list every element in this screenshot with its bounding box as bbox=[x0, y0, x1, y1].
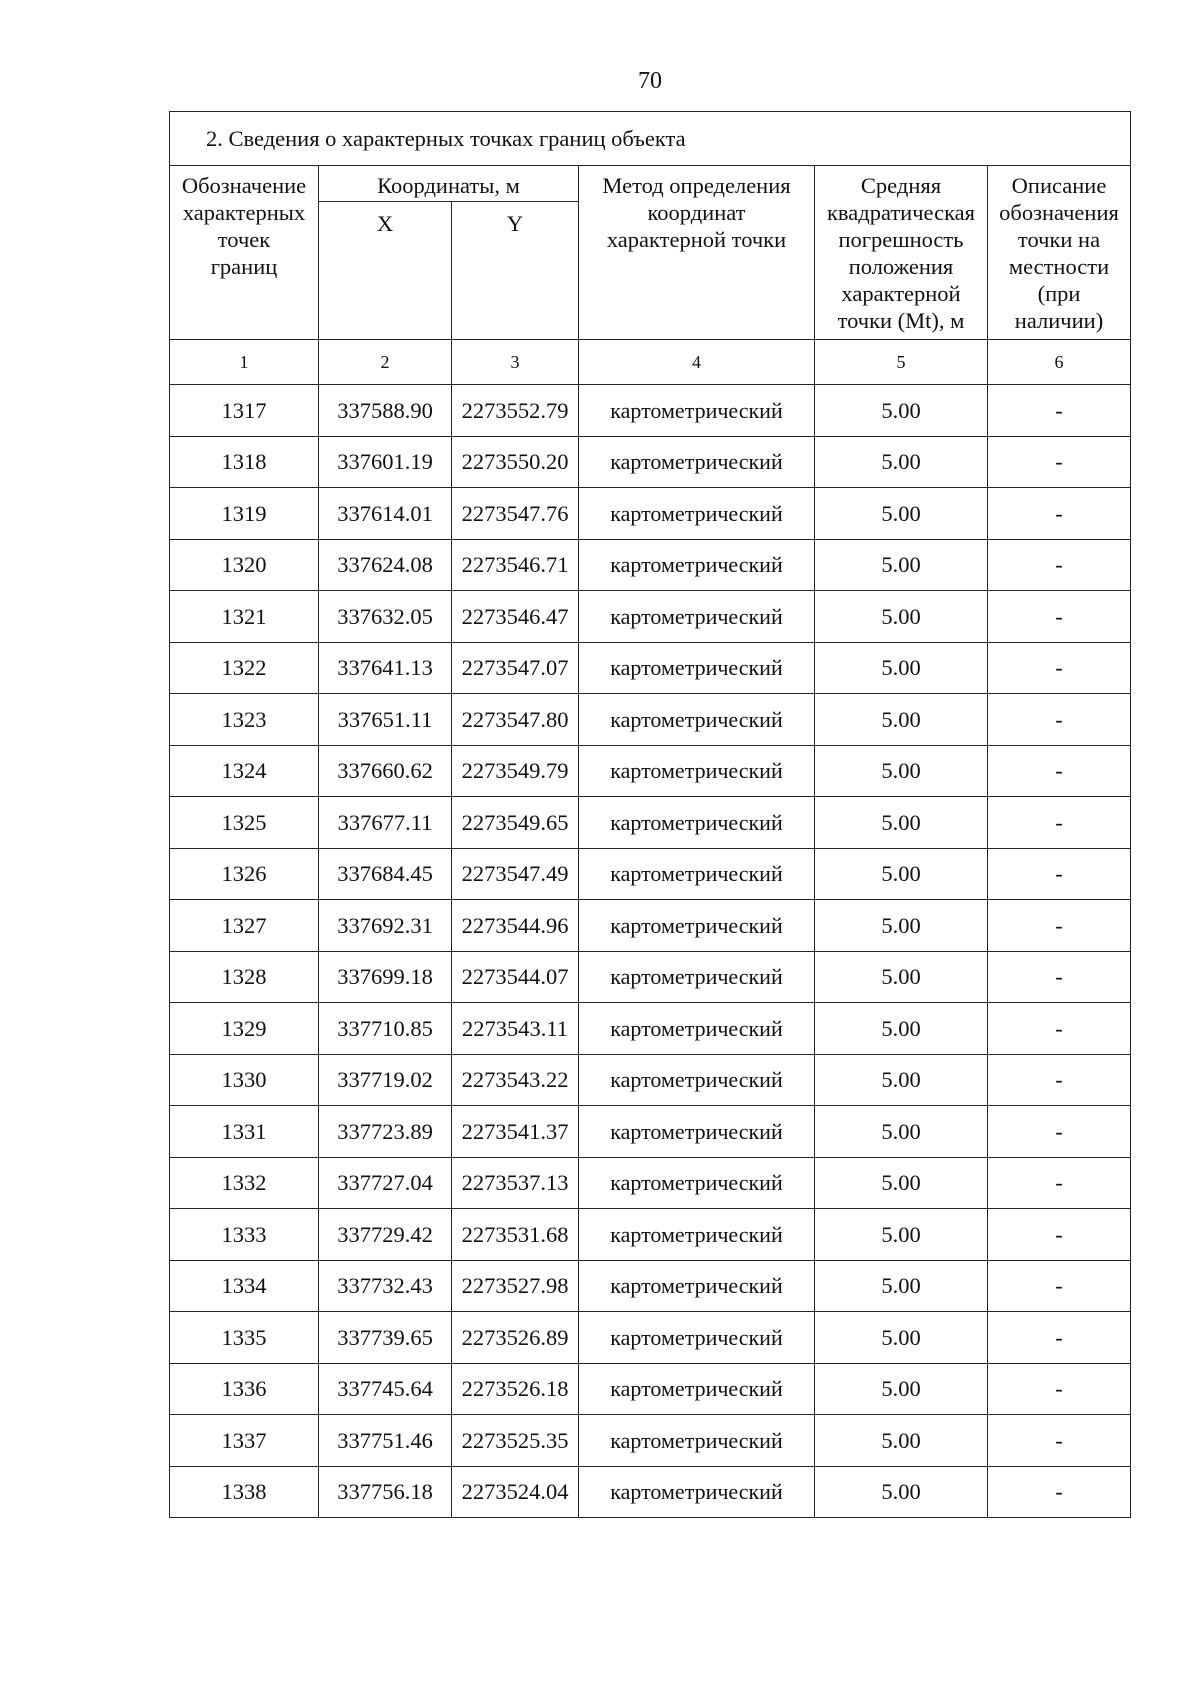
cell-point: 1319 bbox=[170, 488, 319, 540]
cell-error: 5.00 bbox=[815, 642, 988, 694]
cell-error: 5.00 bbox=[815, 1157, 988, 1209]
cell-method: картометрический bbox=[579, 745, 815, 797]
cell-error: 5.00 bbox=[815, 797, 988, 849]
cell-y: 2273544.96 bbox=[452, 900, 579, 952]
cell-description: - bbox=[988, 436, 1131, 488]
cell-method: картометрический bbox=[579, 1312, 815, 1364]
cell-x: 337745.64 bbox=[319, 1363, 452, 1415]
cell-point: 1326 bbox=[170, 848, 319, 900]
cell-method: картометрический bbox=[579, 848, 815, 900]
table-row bbox=[170, 1415, 1131, 1467]
cell-method: картометрический bbox=[579, 1363, 815, 1415]
table-row bbox=[170, 1312, 1131, 1364]
header-y: Y bbox=[452, 202, 579, 340]
cell-x: 337756.18 bbox=[319, 1466, 452, 1518]
column-number: 1 bbox=[170, 340, 319, 385]
cell-y: 2273549.65 bbox=[452, 797, 579, 849]
cell-x: 337729.42 bbox=[319, 1209, 452, 1261]
cell-y: 2273525.35 bbox=[452, 1415, 579, 1467]
cell-point: 1324 bbox=[170, 745, 319, 797]
cell-point: 1330 bbox=[170, 1054, 319, 1106]
table-row bbox=[170, 642, 1131, 694]
cell-description: - bbox=[988, 1106, 1131, 1158]
cell-description: - bbox=[988, 797, 1131, 849]
cell-y: 2273552.79 bbox=[452, 385, 579, 437]
cell-point: 1327 bbox=[170, 900, 319, 952]
table-row bbox=[170, 539, 1131, 591]
table-row bbox=[170, 848, 1131, 900]
table-row bbox=[170, 900, 1131, 952]
cell-error: 5.00 bbox=[815, 1312, 988, 1364]
cell-x: 337641.13 bbox=[319, 642, 452, 694]
cell-method: картометрический bbox=[579, 951, 815, 1003]
cell-description: - bbox=[988, 1312, 1131, 1364]
cell-point: 1335 bbox=[170, 1312, 319, 1364]
cell-error: 5.00 bbox=[815, 1363, 988, 1415]
cell-method: картометрический bbox=[579, 1054, 815, 1106]
cell-description: - bbox=[988, 1363, 1131, 1415]
header-method: Метод определения координат характерной точки bbox=[579, 166, 815, 340]
cell-x: 337601.19 bbox=[319, 436, 452, 488]
cell-x: 337739.65 bbox=[319, 1312, 452, 1364]
section-title-row bbox=[170, 112, 1131, 166]
cell-y: 2273526.89 bbox=[452, 1312, 579, 1364]
column-number: 6 bbox=[988, 340, 1131, 385]
cell-point: 1323 bbox=[170, 694, 319, 746]
column-numbers-row bbox=[170, 340, 1131, 385]
cell-x: 337624.08 bbox=[319, 539, 452, 591]
column-number: 2 bbox=[319, 340, 452, 385]
cell-point: 1334 bbox=[170, 1260, 319, 1312]
cell-error: 5.00 bbox=[815, 1003, 988, 1055]
cell-description: - bbox=[988, 1260, 1131, 1312]
cell-method: картометрический bbox=[579, 900, 815, 952]
cell-point: 1322 bbox=[170, 642, 319, 694]
cell-x: 337588.90 bbox=[319, 385, 452, 437]
cell-error: 5.00 bbox=[815, 745, 988, 797]
table-row bbox=[170, 591, 1131, 643]
table-row bbox=[170, 385, 1131, 437]
cell-method: картометрический bbox=[579, 488, 815, 540]
table-row bbox=[170, 1157, 1131, 1209]
cell-method: картометрический bbox=[579, 1106, 815, 1158]
header-description: Описание обозначения точки на местности (при наличии) bbox=[988, 166, 1131, 340]
cell-description: - bbox=[988, 1054, 1131, 1106]
cell-y: 2273547.49 bbox=[452, 848, 579, 900]
table-row bbox=[170, 694, 1131, 746]
section-title: 2. Сведения о характерных точках границ объекта bbox=[170, 112, 1131, 166]
cell-y: 2273527.98 bbox=[452, 1260, 579, 1312]
cell-error: 5.00 bbox=[815, 848, 988, 900]
cell-point: 1336 bbox=[170, 1363, 319, 1415]
boundary-points-table bbox=[169, 111, 1131, 1518]
cell-x: 337719.02 bbox=[319, 1054, 452, 1106]
cell-y: 2273547.80 bbox=[452, 694, 579, 746]
cell-method: картометрический bbox=[579, 642, 815, 694]
cell-error: 5.00 bbox=[815, 951, 988, 1003]
cell-method: картометрический bbox=[579, 539, 815, 591]
cell-method: картометрический bbox=[579, 1209, 815, 1261]
cell-error: 5.00 bbox=[815, 385, 988, 437]
cell-description: - bbox=[988, 1415, 1131, 1467]
cell-point: 1329 bbox=[170, 1003, 319, 1055]
cell-point: 1328 bbox=[170, 951, 319, 1003]
cell-error: 5.00 bbox=[815, 488, 988, 540]
table-row bbox=[170, 1003, 1131, 1055]
cell-x: 337751.46 bbox=[319, 1415, 452, 1467]
cell-error: 5.00 bbox=[815, 539, 988, 591]
cell-description: - bbox=[988, 488, 1131, 540]
cell-x: 337732.43 bbox=[319, 1260, 452, 1312]
header-error: Средняя квадратическая погрешность положения характерной точки (Mt), м bbox=[815, 166, 988, 340]
cell-description: - bbox=[988, 539, 1131, 591]
table-row bbox=[170, 488, 1131, 540]
table-row bbox=[170, 1466, 1131, 1518]
cell-error: 5.00 bbox=[815, 436, 988, 488]
cell-x: 337677.11 bbox=[319, 797, 452, 849]
cell-y: 2273543.22 bbox=[452, 1054, 579, 1106]
cell-point: 1333 bbox=[170, 1209, 319, 1261]
header-designation: Обозначение характерных точек границ bbox=[170, 166, 319, 340]
cell-y: 2273547.76 bbox=[452, 488, 579, 540]
column-number: 5 bbox=[815, 340, 988, 385]
cell-error: 5.00 bbox=[815, 1209, 988, 1261]
cell-method: картометрический bbox=[579, 1157, 815, 1209]
cell-method: картометрический bbox=[579, 591, 815, 643]
cell-error: 5.00 bbox=[815, 1415, 988, 1467]
cell-y: 2273547.07 bbox=[452, 642, 579, 694]
cell-y: 2273524.04 bbox=[452, 1466, 579, 1518]
cell-description: - bbox=[988, 1209, 1131, 1261]
cell-x: 337692.31 bbox=[319, 900, 452, 952]
cell-y: 2273543.11 bbox=[452, 1003, 579, 1055]
table-row bbox=[170, 1106, 1131, 1158]
cell-method: картометрический bbox=[579, 694, 815, 746]
cell-y: 2273549.79 bbox=[452, 745, 579, 797]
cell-method: картометрический bbox=[579, 436, 815, 488]
table-row bbox=[170, 951, 1131, 1003]
cell-description: - bbox=[988, 848, 1131, 900]
cell-y: 2273546.71 bbox=[452, 539, 579, 591]
cell-y: 2273550.20 bbox=[452, 436, 579, 488]
column-number: 4 bbox=[579, 340, 815, 385]
cell-point: 1317 bbox=[170, 385, 319, 437]
cell-point: 1332 bbox=[170, 1157, 319, 1209]
cell-x: 337710.85 bbox=[319, 1003, 452, 1055]
cell-method: картометрический bbox=[579, 1415, 815, 1467]
cell-description: - bbox=[988, 900, 1131, 952]
cell-error: 5.00 bbox=[815, 900, 988, 952]
cell-x: 337660.62 bbox=[319, 745, 452, 797]
table-row bbox=[170, 1363, 1131, 1415]
cell-point: 1337 bbox=[170, 1415, 319, 1467]
cell-description: - bbox=[988, 642, 1131, 694]
table-row bbox=[170, 797, 1131, 849]
table-row bbox=[170, 436, 1131, 488]
table-row bbox=[170, 1260, 1131, 1312]
cell-y: 2273537.13 bbox=[452, 1157, 579, 1209]
cell-point: 1318 bbox=[170, 436, 319, 488]
table-row bbox=[170, 1054, 1131, 1106]
table-row bbox=[170, 745, 1131, 797]
cell-point: 1338 bbox=[170, 1466, 319, 1518]
cell-description: - bbox=[988, 1157, 1131, 1209]
cell-error: 5.00 bbox=[815, 1466, 988, 1518]
cell-method: картометрический bbox=[579, 1466, 815, 1518]
cell-point: 1331 bbox=[170, 1106, 319, 1158]
header-coordinates: Координаты, м bbox=[319, 166, 579, 202]
cell-method: картометрический bbox=[579, 1003, 815, 1055]
column-number: 3 bbox=[452, 340, 579, 385]
cell-x: 337723.89 bbox=[319, 1106, 452, 1158]
cell-point: 1320 bbox=[170, 539, 319, 591]
table-row bbox=[170, 1209, 1131, 1261]
cell-y: 2273526.18 bbox=[452, 1363, 579, 1415]
cell-error: 5.00 bbox=[815, 1260, 988, 1312]
cell-y: 2273531.68 bbox=[452, 1209, 579, 1261]
cell-method: картометрический bbox=[579, 797, 815, 849]
cell-method: картометрический bbox=[579, 385, 815, 437]
cell-description: - bbox=[988, 1003, 1131, 1055]
cell-point: 1321 bbox=[170, 591, 319, 643]
cell-error: 5.00 bbox=[815, 694, 988, 746]
cell-description: - bbox=[988, 591, 1131, 643]
cell-y: 2273546.47 bbox=[452, 591, 579, 643]
cell-x: 337699.18 bbox=[319, 951, 452, 1003]
cell-description: - bbox=[988, 745, 1131, 797]
cell-description: - bbox=[988, 1466, 1131, 1518]
cell-y: 2273541.37 bbox=[452, 1106, 579, 1158]
cell-x: 337727.04 bbox=[319, 1157, 452, 1209]
cell-error: 5.00 bbox=[815, 1054, 988, 1106]
header-row bbox=[170, 166, 1131, 202]
cell-description: - bbox=[988, 694, 1131, 746]
cell-y: 2273544.07 bbox=[452, 951, 579, 1003]
cell-description: - bbox=[988, 951, 1131, 1003]
header-x: X bbox=[319, 202, 452, 340]
cell-point: 1325 bbox=[170, 797, 319, 849]
cell-method: картометрический bbox=[579, 1260, 815, 1312]
cell-x: 337614.01 bbox=[319, 488, 452, 540]
cell-description: - bbox=[988, 385, 1131, 437]
page-number: 70 bbox=[638, 68, 662, 94]
cell-x: 337632.05 bbox=[319, 591, 452, 643]
cell-x: 337684.45 bbox=[319, 848, 452, 900]
cell-error: 5.00 bbox=[815, 591, 988, 643]
cell-x: 337651.11 bbox=[319, 694, 452, 746]
cell-error: 5.00 bbox=[815, 1106, 988, 1158]
